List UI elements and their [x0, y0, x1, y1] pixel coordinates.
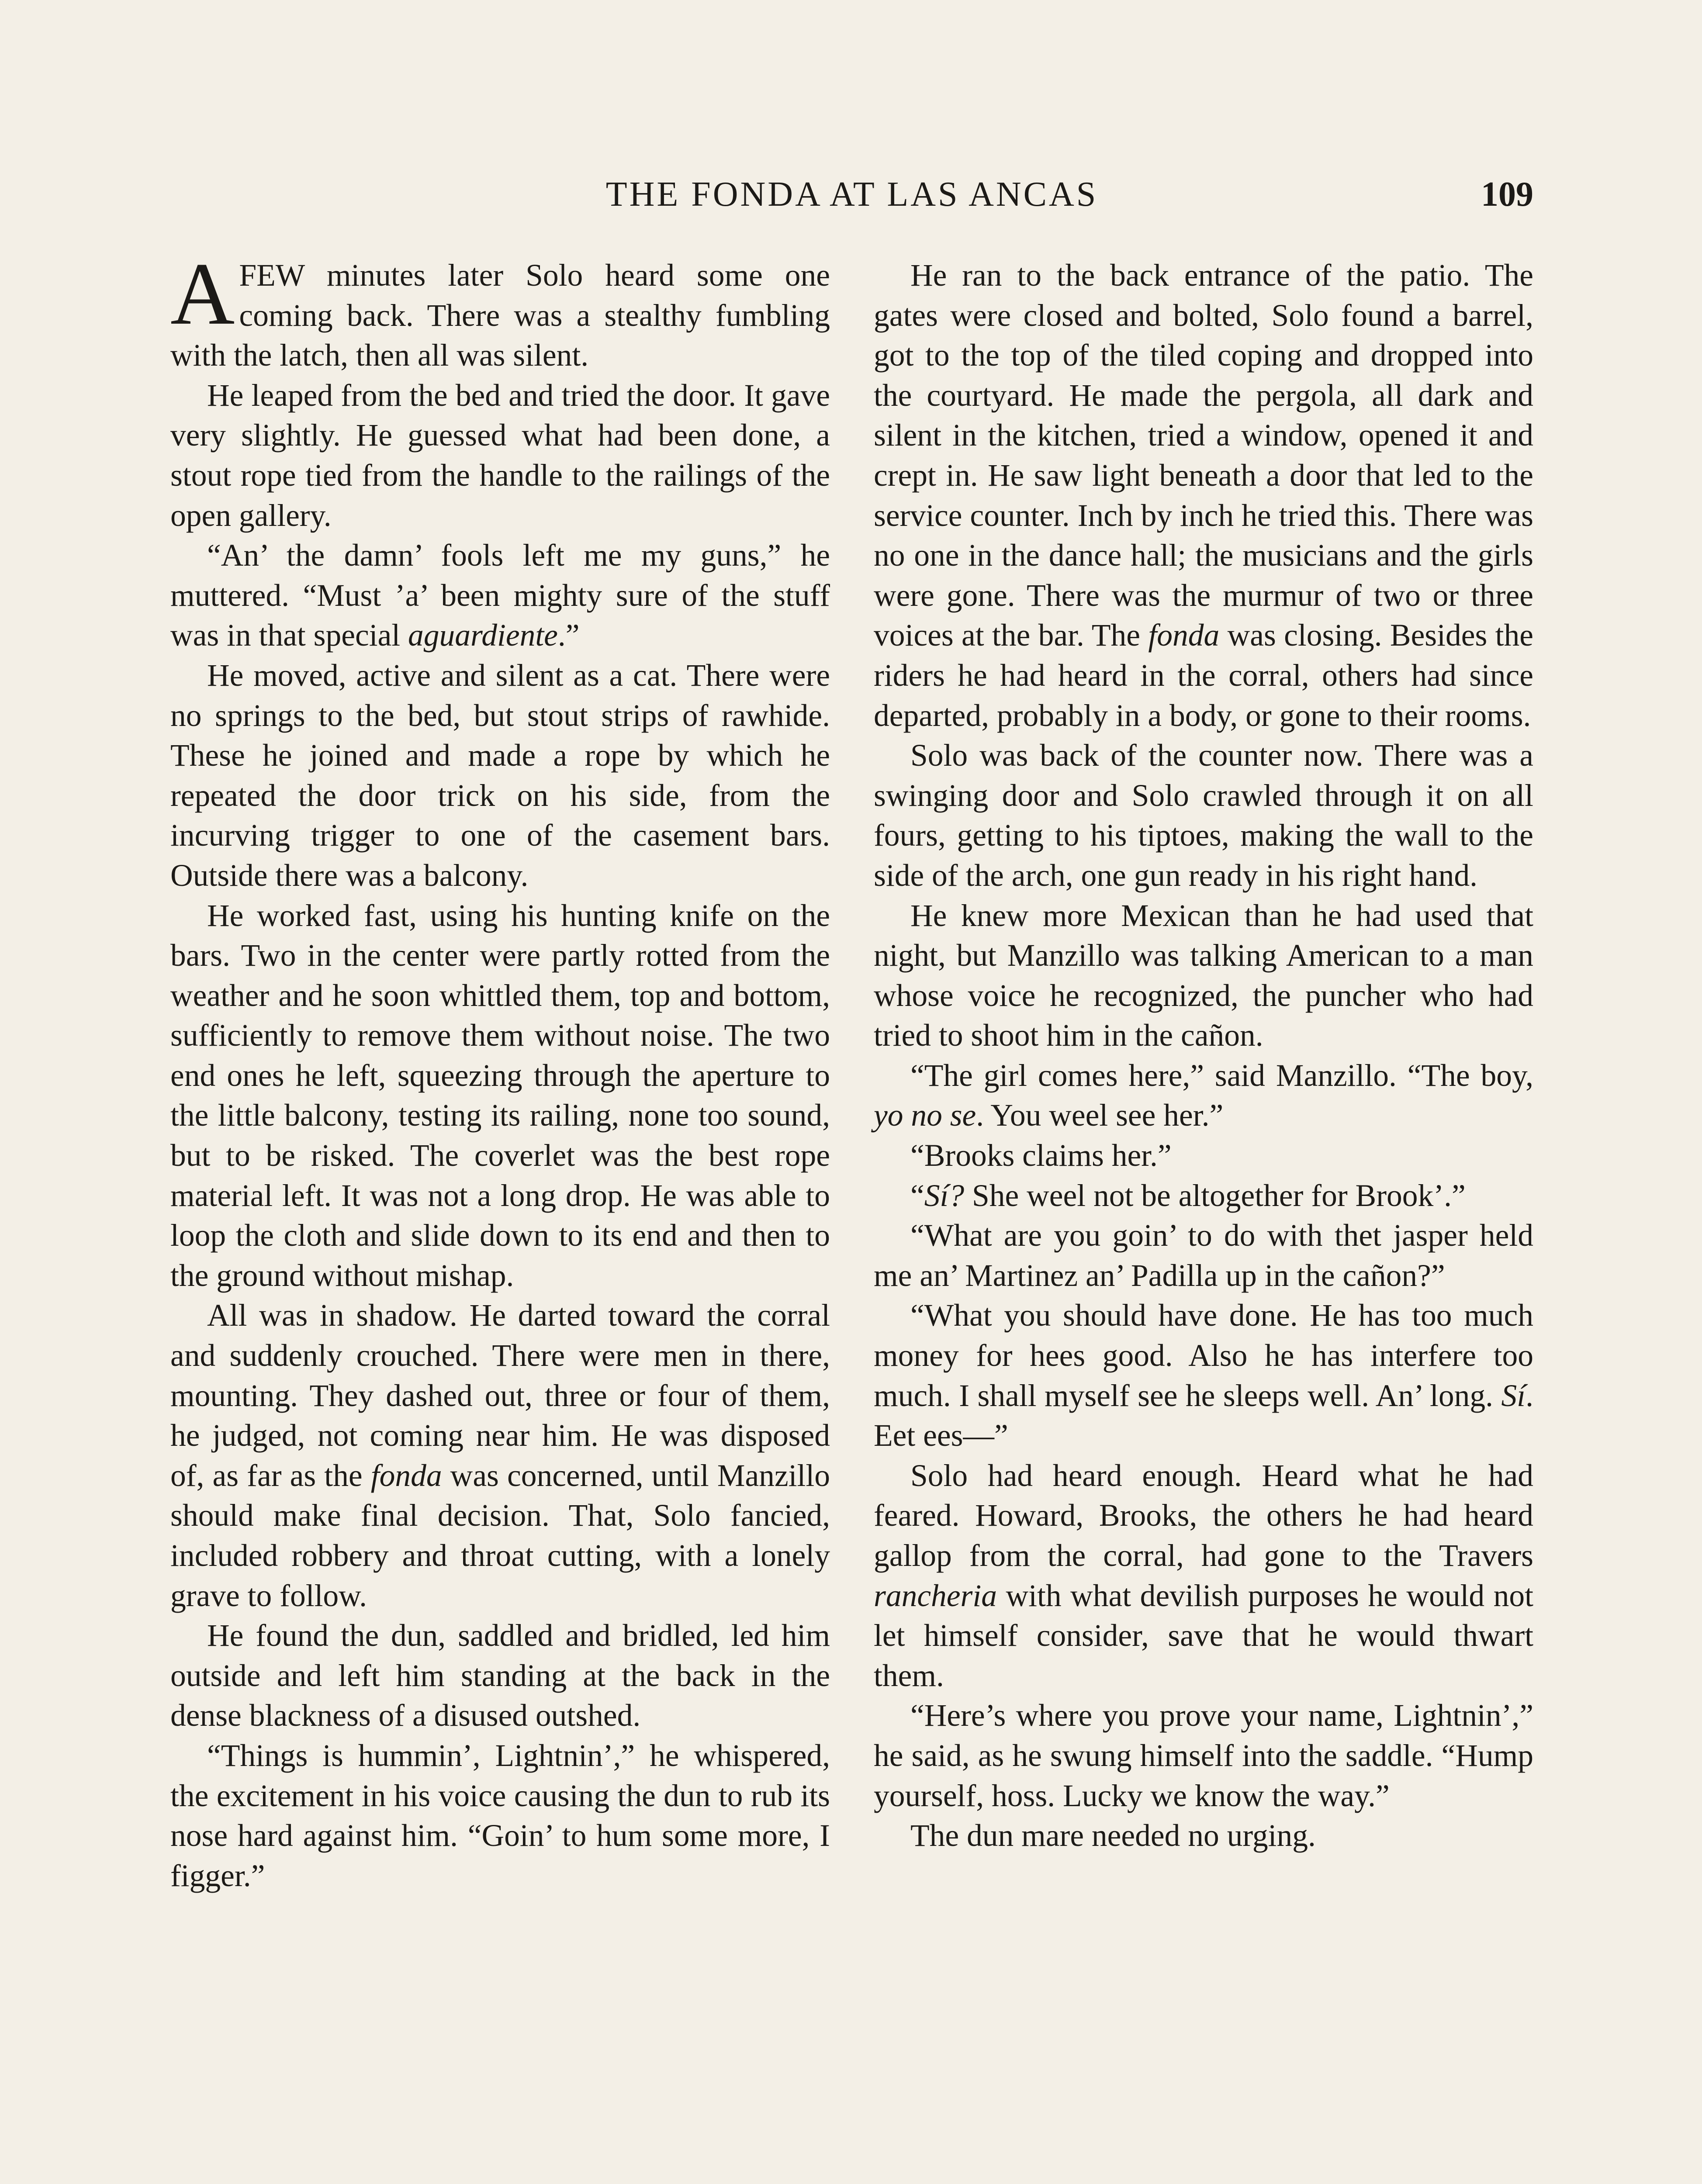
paragraph: The dun mare needed no urging.: [910, 1818, 1316, 1853]
italic-word: rancheria: [874, 1578, 997, 1613]
paragraph: “What are you goin’ to do with thet jasper held me an’ Martinez an’ Padilla up in the cañon?”: [874, 1218, 1533, 1293]
paragraph-text: . Eet ees—”: [874, 1378, 1533, 1453]
paragraph-text: “An’ the damn’ fools left me my guns,” he muttered. “Must ’a’ been mighty sure of the stuff was in that special: [170, 538, 830, 653]
italic-word: yo no se: [874, 1098, 976, 1133]
paragraph: [874, 1056, 1533, 1136]
italic-word: aguardiente: [408, 618, 558, 653]
paragraph-text: . You weel see her.”: [976, 1098, 1224, 1133]
paragraph-text: “What you should have done. He has too much money for hees good. Also he has interfere too much. I shall myself see he sleeps well. An’ long.: [874, 1298, 1533, 1413]
paragraph: He leaped from the bed and tried the door. It gave very slightly. He guessed what had been done, a stout rope tied from the handle to the railings of the open gallery.: [170, 378, 830, 533]
paragraph: Solo was back of the counter now. There was a swinging door and Solo crawled through it on all fours, getting to his tiptoes, making the wall to the side of the arch, one gun ready in his right hand.: [874, 738, 1533, 893]
paragraph: “Things is hummin’, Lightnin’,” he whispered, the excitement in his voice causing the dun to rub its nose hard against him. “Goin’ to hum some more, I figger.”: [170, 1738, 830, 1893]
paragraph: He worked fast, using his hunting knife on the bars. Two in the center were partly rotted from the weather and he soon whittled them, top and bottom, sufficiently to remove them without noise. The two end ones he left, squeezing through the aperture to the little balcony, testing its railing, none too sound, but to be risked. The coverlet was the best rope material left. It was not a long drop. He was able to loop the cloth and slide down to its end and then to the ground without mishap.: [170, 898, 830, 1293]
paragraph-text: was closing. Besides the riders he had heard in the corral, others had since departed, probably in a body, or gone to their rooms.: [874, 618, 1533, 733]
running-head: THE FONDA AT LAS ANCAS: [605, 175, 1098, 214]
paragraph: [170, 245, 830, 376]
paragraph-text: FEW minutes later Solo heard some one coming back. There was a stealthy fumbling with the latch, then all was silent.: [170, 258, 830, 373]
italic-word: fonda: [370, 1458, 442, 1493]
paragraph-text: Solo had heard enough. Heard what he had feared. Howard, Brooks, the others he had heard gallop from the corral, had gone to the Travers: [874, 1458, 1533, 1573]
paragraph: [874, 1456, 1533, 1696]
paragraph-text: with what devilish purposes he would not let himself consider, save that he would thwart them.: [874, 1578, 1533, 1693]
paragraph: “Brooks claims her.”: [910, 1138, 1172, 1173]
italic-word: Sí: [1501, 1378, 1526, 1413]
paragraph: [170, 1296, 830, 1616]
paragraph-text: “: [910, 1178, 924, 1213]
paragraph: [874, 256, 1533, 736]
page-number: 109: [1481, 175, 1533, 214]
page-header: [170, 164, 1533, 225]
paragraph: [170, 536, 830, 656]
paragraph-text: He ran to the back entrance of the patio. The gates were closed and bolted, Solo found a barrel, got to the top of the tiled coping and dropped into the courtyard. He made the pergola, all dark and silent in the kitchen, tried a window, opened it and crept in. He saw light beneath a door that led to the service counter. Inch by inch he tried this. There was no one in the dance hall; the musicians and the girls were gone. There was the murmur of two or three voices at the bar. The: [874, 258, 1533, 653]
paragraph-text: She weel not be altogether for Brook’.”: [964, 1178, 1466, 1213]
paragraph: He knew more Mexican than he had used that night, but Manzillo was talking American to a man whose voice he recognized, the puncher who had tried to shoot him in the cañon.: [874, 898, 1533, 1053]
right-column: [874, 256, 1533, 1856]
paragraph-text: “The girl comes here,” said Manzillo. “The boy,: [910, 1058, 1533, 1093]
italic-word: fonda: [1148, 618, 1220, 653]
paragraph: [874, 1296, 1533, 1455]
paragraph-text: .”: [557, 618, 580, 653]
paragraph: [874, 1176, 1533, 1216]
paragraph-text: was concerned, until Manzillo should make final decision. That, Solo fancied, included robbery and throat cutting, with a lonely grave to follow.: [170, 1458, 830, 1613]
paragraph: He moved, active and silent as a cat. There were no springs to the bed, but stout strips of rawhide. These he joined and made a rope by which he repeated the door trick on his side, from the incurving trigger to one of the casement bars. Outside there was a balcony.: [170, 658, 830, 893]
paragraph: He found the dun, saddled and bridled, led him outside and left him standing at the back in the dense blackness of a disused outshed.: [170, 1618, 830, 1733]
drop-cap: A: [170, 245, 235, 343]
italic-word: Sí?: [924, 1178, 965, 1213]
paragraph-text: All was in shadow. He darted toward the corral and suddenly crouched. There were men in there, mounting. They dashed out, three or four of them, he judged, not coming near him. He was disposed of, as far as the: [170, 1298, 830, 1493]
left-column: [170, 245, 830, 1896]
paragraph: “Here’s where you prove your name, Lightnin’,” he said, as he swung himself into the saddle. “Hump yourself, hoss. Lucky we know the way.”: [874, 1698, 1533, 1813]
